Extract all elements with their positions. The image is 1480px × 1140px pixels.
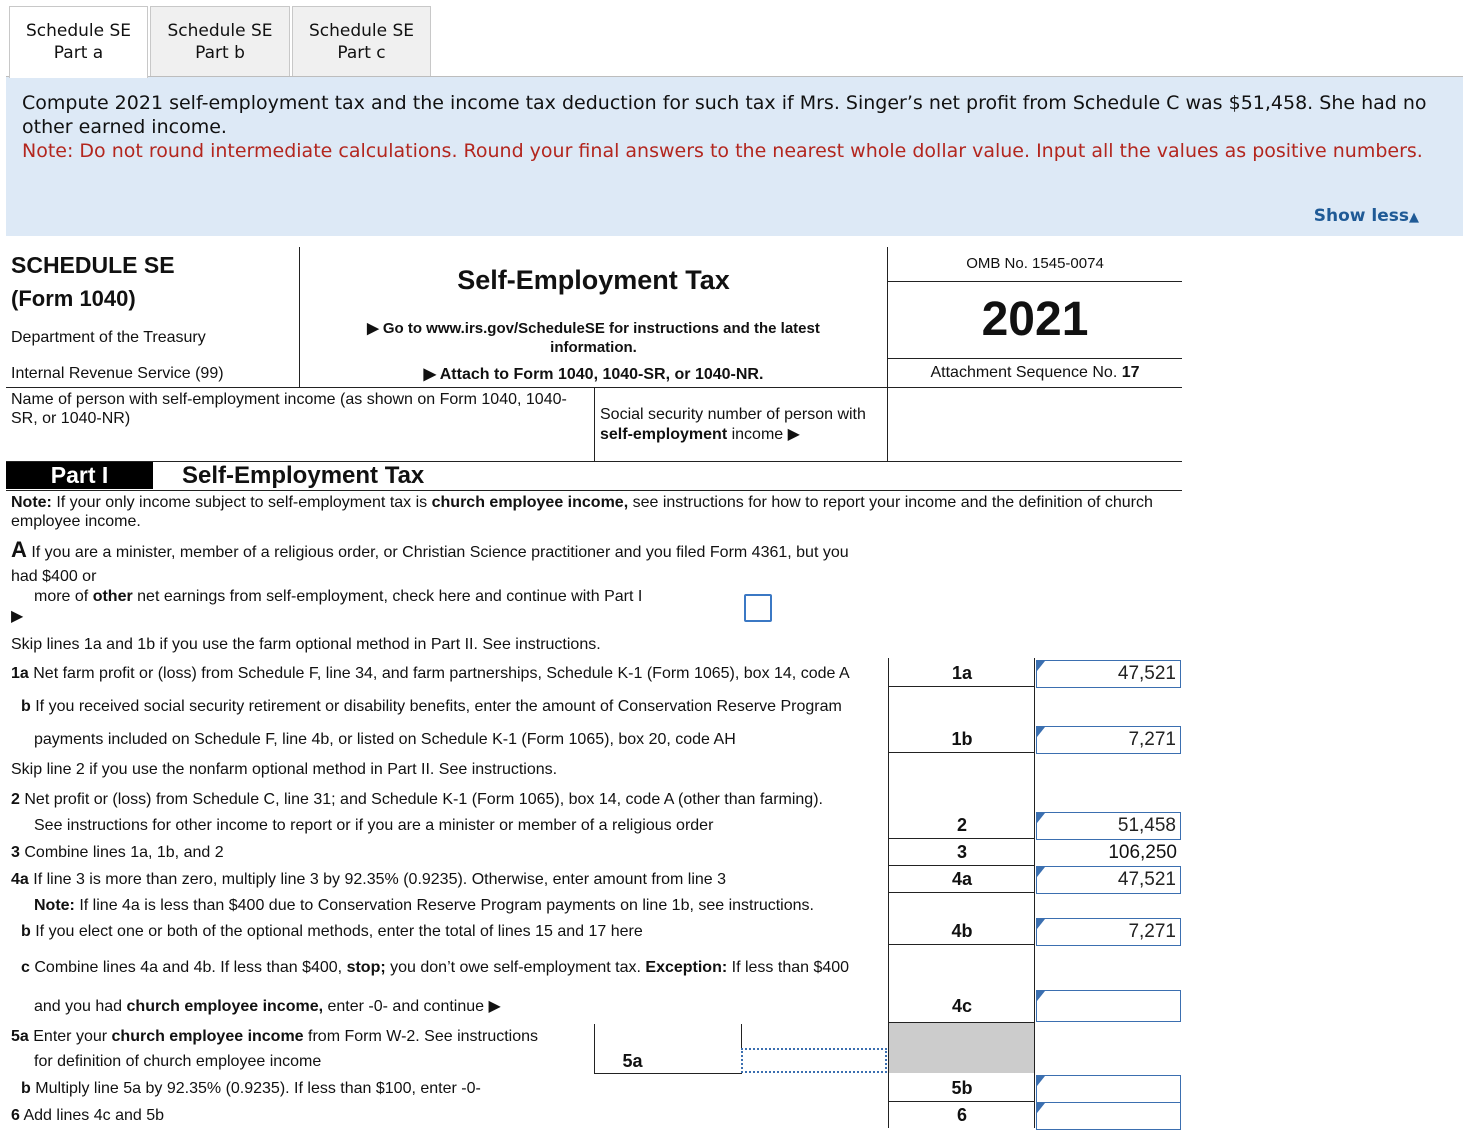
line-5a-desc1c: from Form W-2. See instructions (308, 1028, 539, 1045)
line-1b-value: 7,271 (1128, 729, 1176, 750)
attachment-seq (888, 364, 1182, 382)
line-1a-desc: Net farm profit or (loss) from Schedule F, line 34, and farm partnerships, Schedule K-1 (Form 1065), box 14, code A (33, 665, 850, 682)
line-5a-label: 5a (622, 1051, 643, 1071)
grid-rule (888, 686, 1034, 687)
ssn-label-line1: Social security number of person with (600, 406, 866, 423)
tab-part-c-line1: Schedule SE (308, 21, 415, 41)
line-4b-value: 7,271 (1128, 921, 1176, 942)
line-5b-label: 5b (951, 1078, 973, 1098)
line-2-value: 51,458 (1117, 815, 1176, 836)
line-4b-label: 4b (951, 921, 973, 941)
skip-line-2: Skip line 2 if you use the nonfarm optional method in Part II. See instructions. (11, 761, 558, 778)
line-4c-input[interactable] (1036, 990, 1181, 1022)
input-flag-icon (1037, 1076, 1045, 1086)
line-5a-desc1a: Enter your (33, 1028, 108, 1045)
line-4c-desc1c: you don’t owe self-employment tax. (390, 959, 641, 976)
ssn-label-line2: income (731, 426, 784, 443)
line-2-text2: See instructions for other income to report or if you are a minister or member of a religious order (34, 817, 714, 834)
tab-part-c[interactable] (292, 6, 431, 76)
rounding-note: Note: Do not round intermediate calculations. Round your final answers to the nearest whole dollar value. Input all the values as positive numbers. (22, 140, 1423, 162)
line-1b-text2: payments included on Schedule F, line 4b, or listed on Schedule K-1 (Form 1065), box 20, code AH (34, 731, 736, 748)
question-text: Compute 2021 self-employment tax and the income tax deduction for such tax if Mrs. Singer’s net profit from Schedule C was $51,458. She had no other earned income. (22, 92, 1427, 138)
line-a-letter: A (11, 537, 27, 562)
line-5b-input[interactable] (1036, 1075, 1181, 1103)
line-6-label: 6 (956, 1105, 967, 1125)
line-4c-text2 (34, 997, 501, 1017)
line-2-desc1: Net profit or (loss) from Schedule C, line 31; and Schedule K-1 (Form 1065), box 14, code A (other than farming). (24, 791, 823, 808)
input-flag-icon (1037, 813, 1045, 823)
line-2-label: 2 (956, 815, 967, 835)
line-1b-num: b (21, 698, 31, 715)
line-a-text2 (34, 587, 642, 607)
church-note-text1: If your only income subject to self-employment tax is (56, 494, 428, 511)
arrow-right-icon: ▶ (423, 366, 436, 383)
tab-part-a-line2: Part a (53, 43, 104, 63)
tab-part-a-line1: Schedule SE (25, 21, 132, 41)
line-1a-label: 1a (951, 663, 973, 683)
attachment-seq-no: 17 (1121, 364, 1140, 381)
skip-line-1: Skip lines 1a and 1b if you use the farm optional method in Part II. See instructions. (11, 636, 601, 653)
line-4c-stop: stop; (346, 959, 386, 976)
line-4a-note-label: Note: (34, 897, 75, 914)
line-4a-note (34, 896, 814, 916)
line-4a-input[interactable] (1036, 866, 1181, 894)
form-number: (Form 1040) (11, 286, 136, 311)
line-4c-desc2c: enter -0- and continue (327, 998, 485, 1015)
name-label: Name of person with self-employment income (as shown on Form 1040, 1040-SR, or 1040-NR) (11, 391, 567, 427)
goto-text: Go to www.irs.gov/ScheduleSE for instructions and the latest information. (382, 320, 820, 356)
input-flag-icon (1037, 991, 1045, 1001)
line-4b-input[interactable] (1036, 918, 1181, 946)
line-4c-label: 4c (951, 996, 973, 1016)
church-note-label: Note: (11, 494, 52, 511)
department: Department of the Treasury (11, 329, 206, 346)
line-5a-text1 (11, 1027, 538, 1047)
line-1b-desc1: If you received social security retirement or disability benefits, enter the amount of Conservation Reserve Program (35, 698, 842, 715)
year-rule (888, 358, 1182, 359)
line-1b-text1 (21, 697, 842, 717)
tab-part-c-line2: Part c (337, 43, 386, 63)
line-3-num: 3 (11, 844, 20, 861)
arrow-right-icon: ▶ (367, 320, 379, 337)
line-6-text (11, 1106, 164, 1126)
grid-rule (888, 1101, 1034, 1102)
line-a-text (11, 538, 871, 589)
form-title: Self-Employment Tax (457, 265, 730, 295)
line-1a-num: 1a (11, 665, 29, 682)
attachment-seq-label: Attachment Sequence No. (930, 364, 1118, 381)
arrow-right-icon: ▶ (488, 998, 501, 1015)
line-4a-text (11, 870, 726, 890)
grid-rule (888, 752, 1034, 753)
show-less-label: Show less (1313, 206, 1409, 226)
line-1a-value: 47,521 (1117, 663, 1176, 684)
ssn-label-bold: self-employment (600, 426, 728, 443)
line-5a-box-bottom (594, 1073, 741, 1074)
arrow-right-icon: ▶ (11, 608, 24, 625)
grid-rule (888, 892, 1034, 893)
line-4c-text1 (21, 958, 849, 978)
line-4a-desc: If line 3 is more than zero, multiply line 3 by 92.35% (0.9235). Otherwise, enter amount from line 3 (33, 871, 727, 888)
line-2-text1 (11, 790, 823, 810)
line-4c-desc1e: If less than $400 (731, 959, 850, 976)
line-a-text1: If you are a minister, member of a religious order, or Christian Science practitioner and you filed Form 4361, but you had $400 or (11, 544, 849, 585)
show-less-link[interactable] (1314, 204, 1419, 230)
input-flag-icon (1037, 1103, 1045, 1113)
line-4a-num: 4a (11, 871, 29, 888)
name-ssn-divider (594, 388, 595, 461)
part-title: Self-Employment Tax (182, 462, 425, 489)
line-a-text2c: net earnings from self-employment, check here and continue with Part I (137, 588, 643, 605)
line-6-desc: Add lines 4c and 5b (23, 1107, 165, 1124)
line-3-text (11, 843, 224, 863)
tab-part-b-line2: Part b (195, 43, 245, 63)
church-note-text2: see instructions for how to report your income and the definition of church employee income. (11, 494, 1153, 530)
line-4a-value: 47,521 (1117, 869, 1176, 890)
line-4a-note-text: If line 4a is less than $400 due to Conservation Reserve Program payments on line 1b, see instructions. (79, 897, 814, 914)
arrow-right-icon: ▶ (787, 426, 800, 443)
irs-label: Internal Revenue Service (99) (11, 365, 224, 382)
line-5a-num: 5a (11, 1028, 29, 1045)
tab-part-b-line1: Schedule SE (167, 21, 273, 41)
line-1a-text (11, 664, 850, 684)
line-4b-text (21, 922, 643, 942)
line-a-text2a: more of (34, 588, 89, 605)
grid-rule (888, 944, 1034, 945)
line-5b-num: b (21, 1080, 31, 1097)
grid-rule (888, 838, 1034, 839)
input-flag-icon (1037, 727, 1045, 737)
line-a-other: other (92, 588, 133, 605)
line-1b-label: 1b (951, 729, 973, 749)
line-4b-num: b (21, 923, 31, 940)
tab-part-b[interactable] (150, 6, 290, 76)
line-4c-church: church employee income, (126, 998, 324, 1015)
line-5a-input[interactable] (741, 1048, 887, 1073)
line-4a-label: 4a (951, 869, 973, 889)
schedule-name: SCHEDULE SE (11, 252, 175, 278)
ssn-label (600, 405, 866, 445)
grid-rule (888, 865, 1034, 866)
line-5a-text2: for definition of church employee income (34, 1053, 322, 1070)
line-5b-desc: Multiply line 5a by 92.35% (0.9235). If less than $100, enter -0- (35, 1080, 481, 1097)
line-4c-desc1a: Combine lines 4a and 4b. If less than $400, (34, 959, 343, 976)
instruction-panel (6, 77, 1463, 236)
church-note-bold: church employee income, (431, 494, 629, 511)
part-label: Part I (6, 462, 153, 489)
ssn-field[interactable] (888, 388, 1182, 460)
minister-checkbox[interactable] (744, 594, 772, 622)
input-flag-icon (1037, 867, 1045, 877)
goto-instruction (330, 319, 857, 357)
line-2-num: 2 (11, 791, 20, 808)
line-4b-desc: If you elect one or both of the optional methods, enter the total of lines 15 and 17 here (35, 923, 643, 940)
triangle-up-icon: ▲ (1409, 210, 1419, 225)
attach-text: Attach to Form 1040, 1040-SR, or 1040-NR. (439, 366, 764, 383)
tab-part-a[interactable] (9, 6, 148, 78)
input-flag-icon (1037, 919, 1045, 929)
amount-column-left (1034, 658, 1035, 1128)
line-1b-input[interactable] (1036, 726, 1181, 754)
line-6-num: 6 (11, 1107, 20, 1124)
line-1a-input[interactable] (1036, 660, 1181, 688)
line-2-input[interactable] (1036, 812, 1181, 840)
line-3-desc: Combine lines 1a, 1b, and 2 (24, 844, 224, 861)
omb-rule (888, 281, 1182, 282)
part-banner-rule (6, 490, 1182, 491)
line-4c-desc2a: and you had (34, 998, 123, 1015)
line-5a-shaded (889, 1023, 1034, 1073)
line-6-input[interactable] (1036, 1102, 1181, 1130)
omb-number: OMB No. 1545-0074 (966, 255, 1104, 272)
input-flag-icon (1037, 661, 1045, 671)
line-3-value: 106,250 (1108, 842, 1177, 863)
line-5a-church: church employee income (111, 1028, 304, 1045)
line-5b-text (21, 1079, 481, 1099)
line-3-label: 3 (956, 842, 967, 862)
attach-instruction (300, 364, 887, 384)
line-4c-exception: Exception: (645, 959, 728, 976)
line-4c-num: c (21, 959, 30, 976)
tax-year: 2021 (981, 293, 1089, 346)
church-note (11, 493, 1171, 531)
